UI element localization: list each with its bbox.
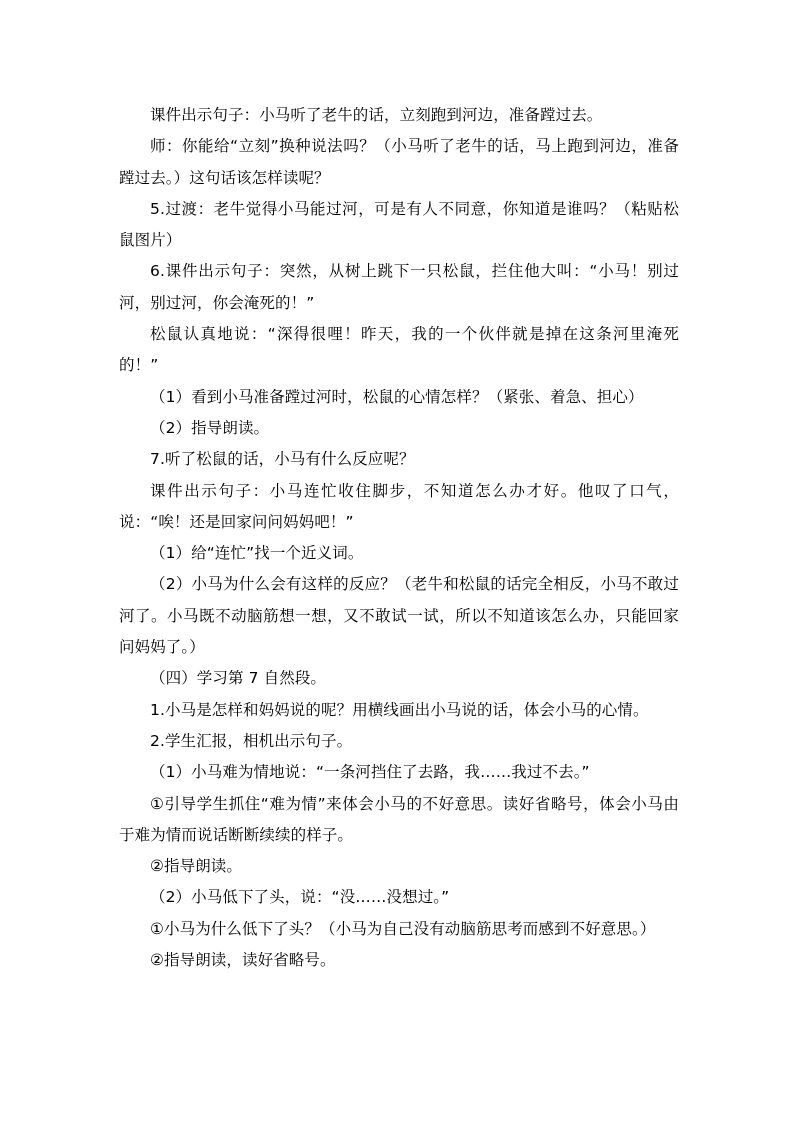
paragraph: 7.听了松鼠的话，小马有什么反应呢？ <box>150 450 415 469</box>
paragraph: 课件出示句子：小马连忙收住脚步，不知道怎么办才好。他叹了口气，说：“唉！还是回家问问妈妈吧！” <box>119 481 679 531</box>
paragraph: 松鼠认真地说：“深得很哩！昨天，我的一个伙伴就是掉在这条河里淹死的！” <box>119 325 679 375</box>
document-body <box>119 100 679 976</box>
paragraph: （1）给“连忙”找一个近义词。 <box>150 544 364 563</box>
paragraph: 课件出示句子：小马听了老牛的话，立刻跑到河边，准备蹚过去。 <box>150 106 603 124</box>
paragraph: 1.小马是怎样和妈妈说的呢？用横线画出小马说的话，体会小马的心情。 <box>150 700 649 719</box>
paragraph: （2）小马低下了头，说：“没……没想过。” <box>150 888 450 907</box>
paragraph: 2.学生汇报，相机出示句子。 <box>150 731 353 750</box>
paragraph: ②指导朗读。 <box>150 857 242 876</box>
paragraph: 5.过渡：老牛觉得小马能过河，可是有人不同意，你知道是谁吗？（粘贴松鼠图片） <box>119 199 679 250</box>
paragraph: 6.课件出示句子：突然，从树上跳下一只松鼠，拦住他大叫：“小马！别过河，别过河，你会淹死的！” <box>119 262 679 312</box>
paragraph: （2）指导朗读。 <box>150 418 270 437</box>
paragraph: （1）小马难为情地说：“一条河挡住了去路，我……我过不去。” <box>150 763 590 782</box>
paragraph: 师：你能给“立刻”换种说法吗？（小马听了老牛的话，马上跑到河边，准备蹚过去。）这句话该怎样读呢？ <box>119 137 679 187</box>
paragraph: ①小马为什么低下了头？（小马为自己没有动脑筋思考而感到不好意思。） <box>150 919 656 938</box>
paragraph: （2）小马为什么会有这样的反应？（老牛和松鼠的话完全相反，小马不敢过河了。小马既不动脑筋想一想，又不敢试一试，所以不知道该怎么办，只能回家问妈妈了。） <box>119 575 679 657</box>
paragraph: （1）看到小马准备蹚过河时，松鼠的心情怎样？（紧张、着急、担心） <box>150 387 644 406</box>
paragraph: ②指导朗读，读好省略号。 <box>150 951 336 970</box>
paragraph: （四）学习第 7 自然段。 <box>150 669 327 688</box>
paragraph: ①引导学生抓住“难为情”来体会小马的不好意思。读好省略号，体会小马由于难为情而说话断断续续的样子。 <box>119 794 679 844</box>
